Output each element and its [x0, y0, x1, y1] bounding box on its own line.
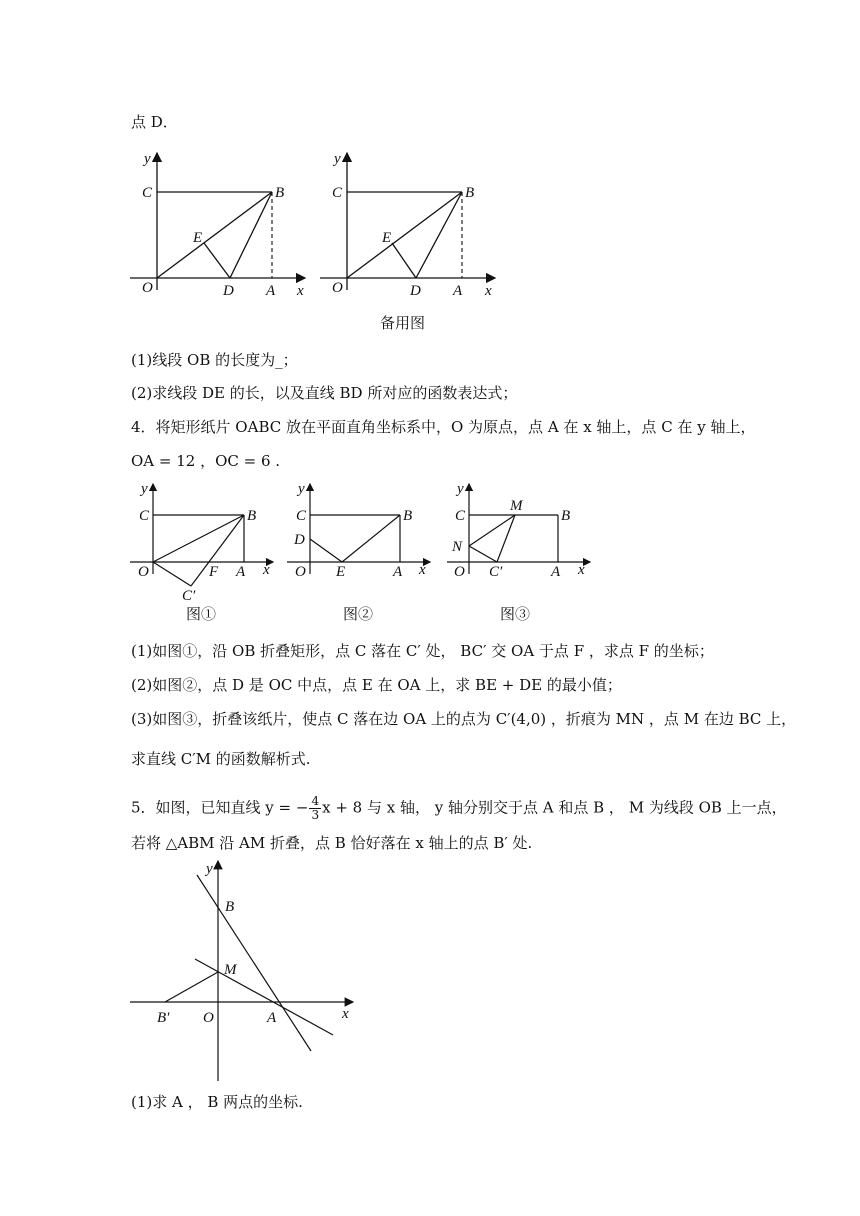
q5-stem-line2: 若将 △ABM 沿 AM 折叠，点 B 恰好落在 x 轴上的点 B′ 处. [131, 834, 533, 852]
q5-stem-a: 5．如图，已知直线 y = − [131, 798, 309, 817]
label-d: D [410, 283, 421, 299]
label-y: y [457, 481, 464, 497]
label-c-prime: C′ [182, 588, 196, 604]
q4-part1: (1)如图①，沿 OB 折叠矩形，点 C 落在 C′ 处， BC′ 交 OA 于点 F ，求点 F 的坐标； [131, 642, 714, 660]
label-n: N [452, 539, 463, 555]
q3-figure-backup [310, 145, 510, 300]
q4-stem-line1: 4．将矩形纸片 OABC 放在平面直角坐标系中，O 为原点，点 A 在 x 轴上，点 C 在 y 轴上， [131, 418, 756, 436]
q4-part2: (2)如图②，点 D 是 OC 中点，点 E 在 OA 上，求 BE + DE 的最小值； [131, 676, 622, 694]
label-a: A [267, 1010, 277, 1026]
label-d: D [294, 532, 305, 548]
figure-caption-2: 图② [343, 605, 374, 623]
label-b-prime: B′ [157, 1010, 170, 1026]
label-b: B [561, 508, 571, 524]
q4-figure-1 [125, 478, 285, 603]
label-f: F [209, 564, 219, 580]
label-c: C [142, 185, 153, 201]
label-e: E [193, 230, 203, 246]
label-x: x [297, 283, 304, 299]
q5-part1: (1)求 A ， B 两点的坐标. [131, 1093, 303, 1111]
label-m: M [510, 498, 523, 514]
q4-figure-2 [282, 478, 442, 603]
label-o: O [203, 1010, 214, 1026]
label-m: M [224, 962, 237, 978]
figure-caption-3: 图③ [500, 605, 531, 623]
label-a: A [266, 283, 276, 299]
label-y: y [334, 151, 341, 167]
label-y: y [141, 481, 148, 497]
label-b: B [275, 185, 285, 201]
label-e: E [382, 230, 392, 246]
q4-stem-line2: OA = 12 ，OC = 6 . [131, 452, 281, 470]
label-y: y [144, 151, 151, 167]
label-e: E [336, 564, 346, 580]
q4-figure-3 [442, 478, 602, 603]
intro-tail-text: 点 D． [131, 113, 178, 131]
label-b: B [225, 899, 235, 915]
label-c: C [139, 508, 150, 524]
label-o: O [138, 564, 149, 580]
label-c-prime: C′ [489, 564, 503, 580]
q5-stem-b: x + 8 与 x 轴， y 轴分别交于点 A 和点 B ， M 为线段 OB 上一点， [322, 798, 787, 817]
q5-figure [125, 855, 365, 1085]
label-x: x [485, 283, 492, 299]
label-y: y [298, 481, 305, 497]
label-a: A [393, 564, 403, 580]
label-b: B [247, 508, 257, 524]
label-y: y [206, 861, 213, 877]
q5-stem-line1 [131, 795, 787, 822]
label-c: C [296, 508, 307, 524]
label-c: C [455, 508, 466, 524]
label-b: B [465, 185, 475, 201]
figure-caption-1: 图① [186, 605, 217, 623]
label-x: x [263, 562, 270, 578]
q4-part3-line2: 求直线 C′M 的函数解析式. [131, 750, 311, 768]
q4-part3-line1: (3)如图③，折叠该纸片，使点 C 落在边 OA 上的点为 C′(4,0) ，折痕为 MN ，点 M 在边 BC 上， [131, 710, 797, 728]
label-x: x [342, 1006, 349, 1022]
label-b: B [403, 508, 413, 524]
label-d: D [223, 283, 234, 299]
q3-part2: (2)求线段 DE 的长，以及直线 BD 所对应的函数表达式； [131, 384, 518, 402]
label-a: A [453, 283, 463, 299]
label-x: x [578, 562, 585, 578]
label-c: C [332, 185, 343, 201]
label-o: O [332, 280, 343, 296]
label-x: x [419, 562, 426, 578]
label-o: O [142, 280, 153, 296]
fraction-denominator: 3 [311, 808, 320, 822]
label-a: A [551, 564, 561, 580]
label-a: A [236, 564, 246, 580]
label-o: O [454, 564, 465, 580]
label-o: O [295, 564, 306, 580]
fraction-numerator: 4 [311, 794, 320, 808]
q3-part1: (1)线段 OB 的长度为_； [131, 351, 298, 369]
q5-fraction [309, 795, 321, 822]
q3-figure-main [120, 145, 320, 300]
figure-caption-backup: 备用图 [380, 314, 426, 332]
